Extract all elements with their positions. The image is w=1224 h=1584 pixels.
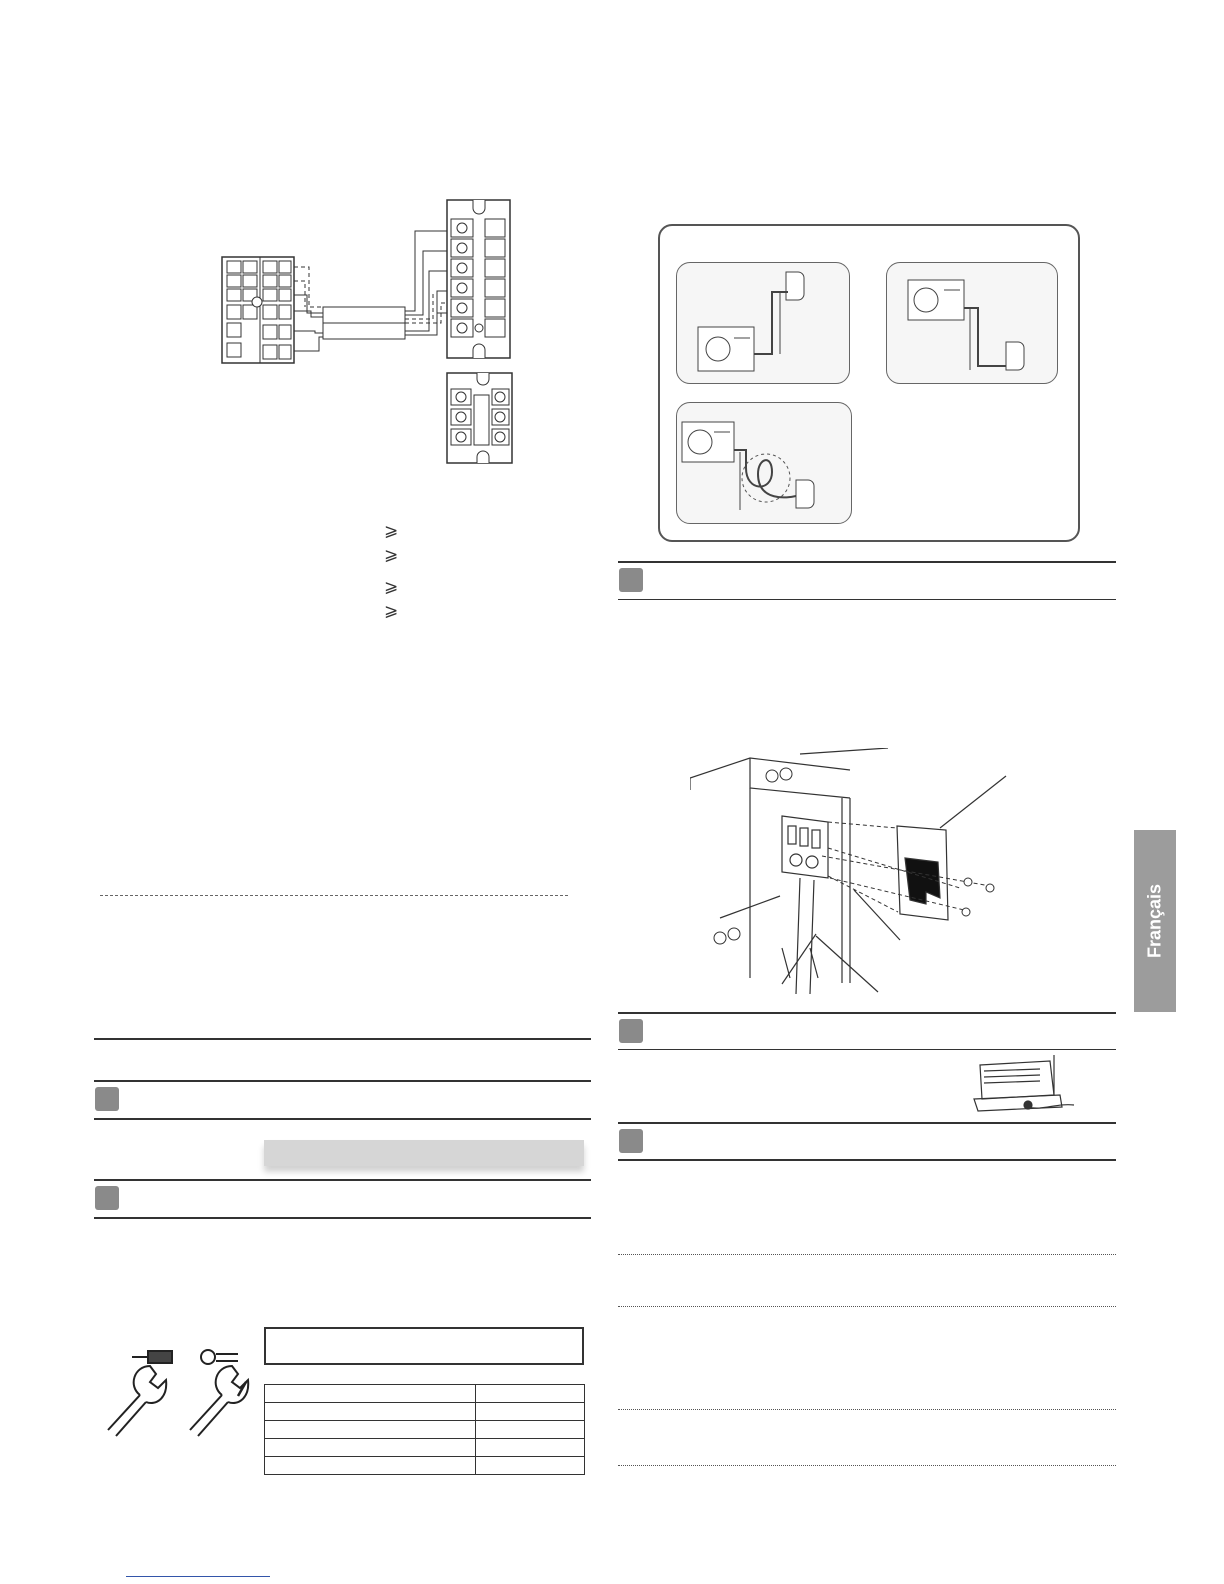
- step-marker: [619, 568, 643, 592]
- step-rule-top: [618, 1122, 1116, 1124]
- step-rule-bottom: [618, 1159, 1116, 1161]
- outdoor-below-indoor-diagram: [676, 262, 848, 382]
- step-rule-top: [618, 561, 1116, 563]
- wrench-icon: [100, 1340, 260, 1440]
- step-rule-bottom: [94, 1118, 591, 1120]
- step-rule-top: [94, 1080, 591, 1082]
- ge-symbol-3: ⩾: [384, 577, 399, 597]
- footer-link-underline: [126, 1576, 270, 1577]
- step-marker: [619, 1129, 643, 1153]
- terminal-cover-illustration: [690, 748, 1020, 996]
- highlight-bar: [264, 1140, 584, 1166]
- separator-dotted: [618, 1306, 1116, 1307]
- section-rule: [94, 1038, 591, 1040]
- separator-dotted: [618, 1465, 1116, 1466]
- separator-dashed: [100, 895, 568, 896]
- step-rule-top: [94, 1179, 591, 1181]
- language-tab[interactable]: [1134, 830, 1176, 1012]
- torque-table: [264, 1384, 585, 1475]
- table-row: [265, 1439, 585, 1457]
- step-marker: [619, 1019, 643, 1043]
- table-row: [265, 1403, 585, 1421]
- table-row: [265, 1421, 585, 1439]
- separator-dotted: [618, 1254, 1116, 1255]
- table-row: [265, 1385, 585, 1403]
- ge-symbol-4: ⩾: [384, 601, 399, 621]
- ge-symbol-2: ⩾: [384, 545, 399, 565]
- step-marker: [95, 1087, 119, 1111]
- step-rule-bottom: [94, 1217, 591, 1219]
- language-tab-label: Français: [1144, 883, 1165, 959]
- oil-trap-diagram: [676, 402, 850, 522]
- ge-symbol-1: ⩾: [384, 521, 399, 541]
- step-rule-top: [618, 1012, 1116, 1014]
- note-box: [264, 1327, 584, 1365]
- step-rule-bottom: [618, 1049, 1116, 1050]
- table-row: [265, 1457, 585, 1475]
- separator-dotted: [618, 1409, 1116, 1410]
- drain-plug-illustration: [970, 1055, 1080, 1115]
- wiring-diagram: [215, 195, 525, 470]
- outdoor-above-indoor-diagram: [886, 262, 1056, 382]
- step-marker: [95, 1186, 119, 1210]
- step-rule-bottom: [618, 599, 1116, 600]
